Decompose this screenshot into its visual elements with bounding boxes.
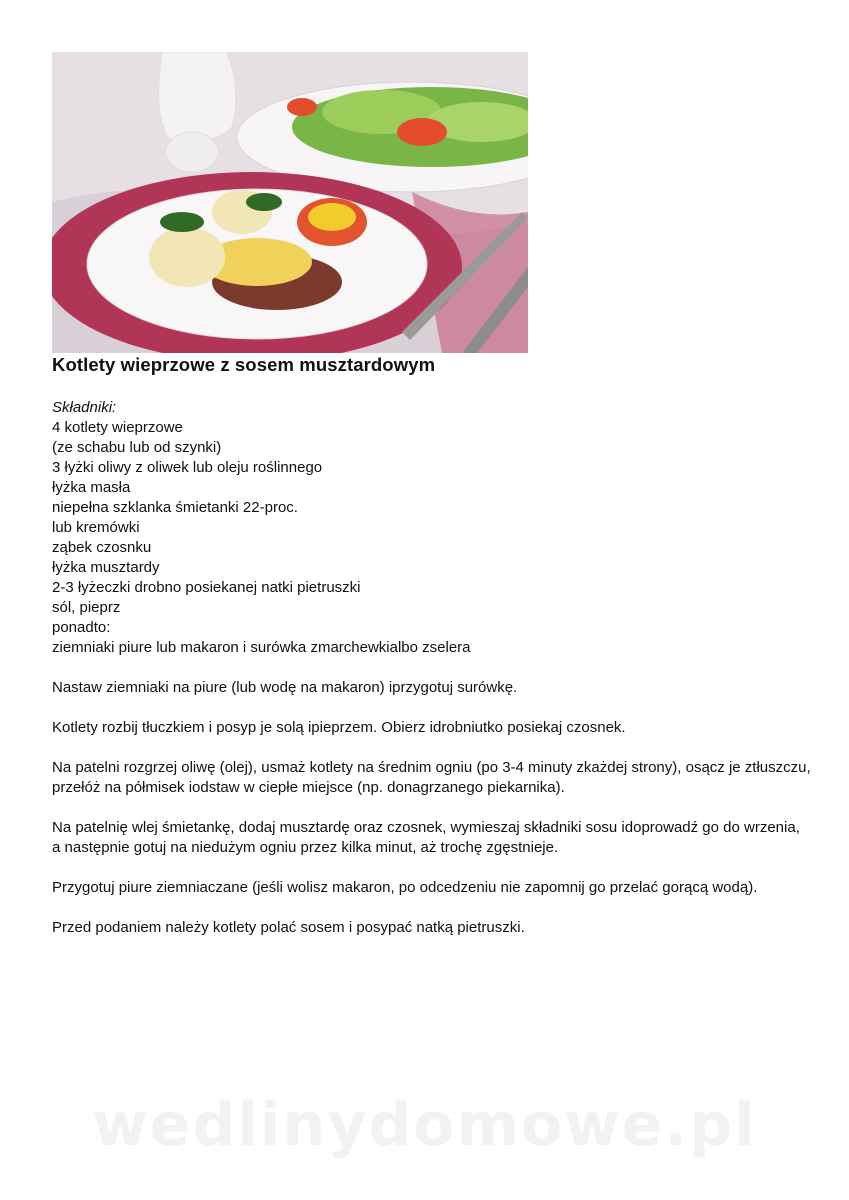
preparation-steps xyxy=(52,678,812,938)
step-paragraph: Kotlety rozbij tłuczkiem i posyp je solą ipieprzem. Obierz idrobniutko posiekaj czosnek. xyxy=(52,719,626,736)
ingredient-item: 3 łyżki oliwy z oliwek lub oleju roślinnego xyxy=(52,459,323,476)
step-paragraph: Przed podaniem należy kotlety polać sosem i posypać natką pietruszki. xyxy=(52,919,525,936)
ingredient-item: ziemniaki piure lub makaron i surówka zmarchewkialbo zselera xyxy=(52,639,471,656)
ingredient-item: 4 kotlety wieprzowe xyxy=(52,419,183,436)
step-paragraph: Na patelni rozgrzej oliwę (olej), usmaż kotlety na średnim ogniu (po 3-4 minuty zkażdej strony), osącz je ztłuszczu, przełóż na półmisek iodstaw w ciepłe miejsce (np. donagrzanego piekarnika). xyxy=(52,759,811,796)
ingredient-item: 2-3 łyżeczki drobno posiekanej natki pietruszki xyxy=(52,579,361,596)
ingredient-item: ząbek czosnku xyxy=(52,539,152,556)
dish-illustration xyxy=(52,52,528,353)
ingredients-list xyxy=(52,418,812,658)
ingredient-item: (ze schabu lub od szynki) xyxy=(52,439,222,456)
recipe-content xyxy=(52,398,812,938)
site-watermark: wedlinydomowe.pl xyxy=(92,1090,757,1160)
ingredient-item: niepełna szklanka śmietanki 22-proc. xyxy=(52,499,298,516)
step-paragraph: Przygotuj piure ziemniaczane (jeśli wolisz makaron, po odcedzeniu nie zapomnij go przelać gorącą wodą). xyxy=(52,879,758,896)
step-paragraph: Nastaw ziemniaki na piure (lub wodę na makaron) iprzygotuj surówkę. xyxy=(52,679,518,696)
ingredient-item: lub kremówki xyxy=(52,519,140,536)
ingredients-heading: Składniki: xyxy=(52,399,117,416)
recipe-title: Kotlety wieprzowe z sosem musztardowym xyxy=(52,354,436,375)
step-paragraph: Na patelnię wlej śmietankę, dodaj musztardę oraz czosnek, wymieszaj składniki sosu idoprowadź go do wrzenia, a następnie gotuj na niedużym ogniu przez kilka minut, aż trochę zgęstnieje. xyxy=(52,819,800,856)
ingredient-item: ponadto: xyxy=(52,619,111,636)
recipe-photo xyxy=(52,52,528,353)
ingredient-item: sól, pieprz xyxy=(52,599,121,616)
ingredient-item: łyżka musztardy xyxy=(52,559,160,576)
ingredient-item: łyżka masła xyxy=(52,479,131,496)
